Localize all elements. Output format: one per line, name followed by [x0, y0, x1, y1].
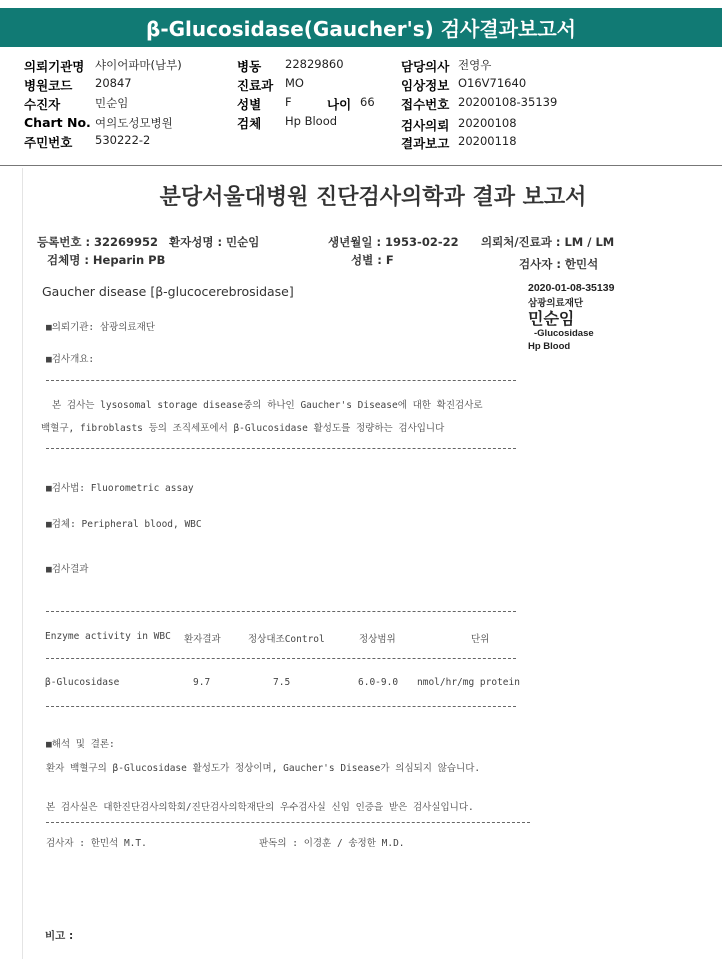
referral-department: 의뢰처/진료과 : LM / LM	[481, 235, 615, 249]
table-cell-enzyme: β-Glucosidase	[45, 677, 120, 688]
request-date-label: 검사의뢰	[401, 118, 450, 133]
stamp-enzyme: -Glucosidase	[534, 328, 594, 339]
header-info-panel	[0, 47, 722, 166]
divider	[46, 380, 516, 381]
report-date-value: 20200118	[458, 134, 517, 148]
resident-no-value: 530222-2	[95, 133, 151, 147]
divider	[46, 822, 530, 823]
stamp-receipt-no: 2020-01-08-35139	[528, 282, 615, 294]
divider	[46, 448, 516, 449]
chart-no-label: Chart No.	[24, 115, 91, 130]
sex-label: 성별	[237, 97, 262, 112]
doctor-label: 담당의사	[401, 59, 450, 74]
disease-title: Gaucher disease [β-glucocerebrosidase]	[42, 284, 294, 299]
tester-name-top: 검사자 : 한민석	[519, 257, 599, 271]
table-header-enzyme: Enzyme activity in WBC	[45, 631, 171, 642]
clinical-info-label: 임상정보	[401, 78, 450, 93]
overview-heading: ■검사개요:	[46, 354, 95, 365]
certification-text: 본 검사실은 대한진단검사의학회/진단검사의학재단의 우수검사실 신임 인증을 받은 검사실입니다.	[46, 802, 474, 813]
receipt-no-label: 접수번호	[401, 97, 450, 112]
report-title-bar	[0, 8, 722, 47]
remarks-label: 비고 :	[45, 930, 74, 942]
divider	[46, 611, 516, 612]
table-header-unit: 단위	[471, 634, 490, 645]
clinical-info-value: O16V71640	[458, 76, 527, 90]
specimen-label: 검체	[237, 116, 262, 131]
department-value: MO	[285, 76, 304, 90]
registration-number: 등록번호 : 32269952	[37, 235, 159, 249]
table-header-patient-result: 환자결과	[184, 634, 221, 645]
chart-no-value: 여의도성모병원	[95, 116, 173, 130]
specimen-name: 검체명 : Heparin PB	[47, 253, 166, 267]
table-cell-range: 6.0-9.0	[358, 677, 399, 688]
sex-value: F	[285, 95, 292, 109]
institution-label: 의뢰기관명	[24, 59, 85, 74]
examinee-value: 민순임	[95, 96, 129, 110]
judge-signature: 판독의 : 이경훈 / 송정한 M.D.	[259, 838, 405, 849]
hospital-code-value: 20847	[95, 76, 132, 90]
lab-report-document	[22, 168, 722, 959]
table-cell-control: 7.5	[273, 677, 291, 688]
ward-label: 병동	[237, 59, 262, 74]
hospital-code-label: 병원코드	[24, 78, 73, 93]
overview-line-1: 본 검사는 lysosomal storage disease중의 하나인 Gaucher's Disease에 대한 확진검사로	[52, 400, 483, 411]
institution-value: 샤이어파마(남부)	[95, 58, 182, 72]
result-heading: ■검사결과	[46, 564, 89, 575]
department-label: 진료과	[237, 78, 274, 93]
table-cell-unit: nmol/hr/mg protein	[417, 677, 520, 688]
interpretation-text: 환자 백혈구의 β-Glucosidase 활성도가 정상이며, Gaucher's Disease가 의심되지 않습니다.	[46, 763, 481, 774]
test-method: ■검사법: Fluorometric assay	[46, 483, 194, 494]
stamp-org: 삼광의료재단	[528, 298, 584, 309]
specimen-value: Hp Blood	[285, 114, 338, 128]
examinee-label: 수진자	[24, 97, 61, 112]
lab-report-title: 분당서울대병원 진단검사의학과 결과 보고서	[159, 185, 587, 210]
birth-date: 생년월일 : 1953-02-22	[328, 235, 459, 249]
report-title: β-Glucosidase(Gaucher's) 검사결과보고서	[146, 17, 576, 41]
stamp-name: 민순임	[528, 311, 575, 328]
resident-no-label: 주민번호	[24, 135, 73, 150]
age-value: 66	[360, 95, 375, 109]
report-date-label: 결과보고	[401, 136, 450, 151]
request-date-value: 20200108	[458, 116, 517, 130]
table-cell-patient-result: 9.7	[193, 677, 211, 688]
patient-sex: 성별 : F	[351, 253, 394, 267]
tester-signature: 검사자 : 한민석 M.T.	[46, 838, 147, 849]
table-header-range: 정상범위	[359, 634, 396, 645]
stamp-specimen: Hp Blood	[528, 341, 571, 352]
divider	[46, 706, 516, 707]
referral-org: ■의뢰기관: 삼광의료재단	[46, 322, 155, 333]
patient-name: 환자성명 : 민순임	[169, 235, 260, 249]
test-sample: ■검체: Peripheral blood, WBC	[46, 519, 202, 530]
ward-value: 22829860	[285, 57, 344, 71]
interpretation-heading: ■해석 및 결론:	[46, 739, 115, 750]
age-label: 나이	[327, 97, 352, 112]
divider	[46, 658, 516, 659]
receipt-no-value: 20200108-35139	[458, 95, 558, 109]
doctor-value: 전영우	[458, 58, 492, 72]
overview-line-2: 백혈구, fibroblasts 등의 조직세포에서 β-Glucosidase 활성도를 정량하는 검사입니다	[41, 423, 445, 434]
table-header-control: 정상대조Control	[248, 634, 325, 645]
